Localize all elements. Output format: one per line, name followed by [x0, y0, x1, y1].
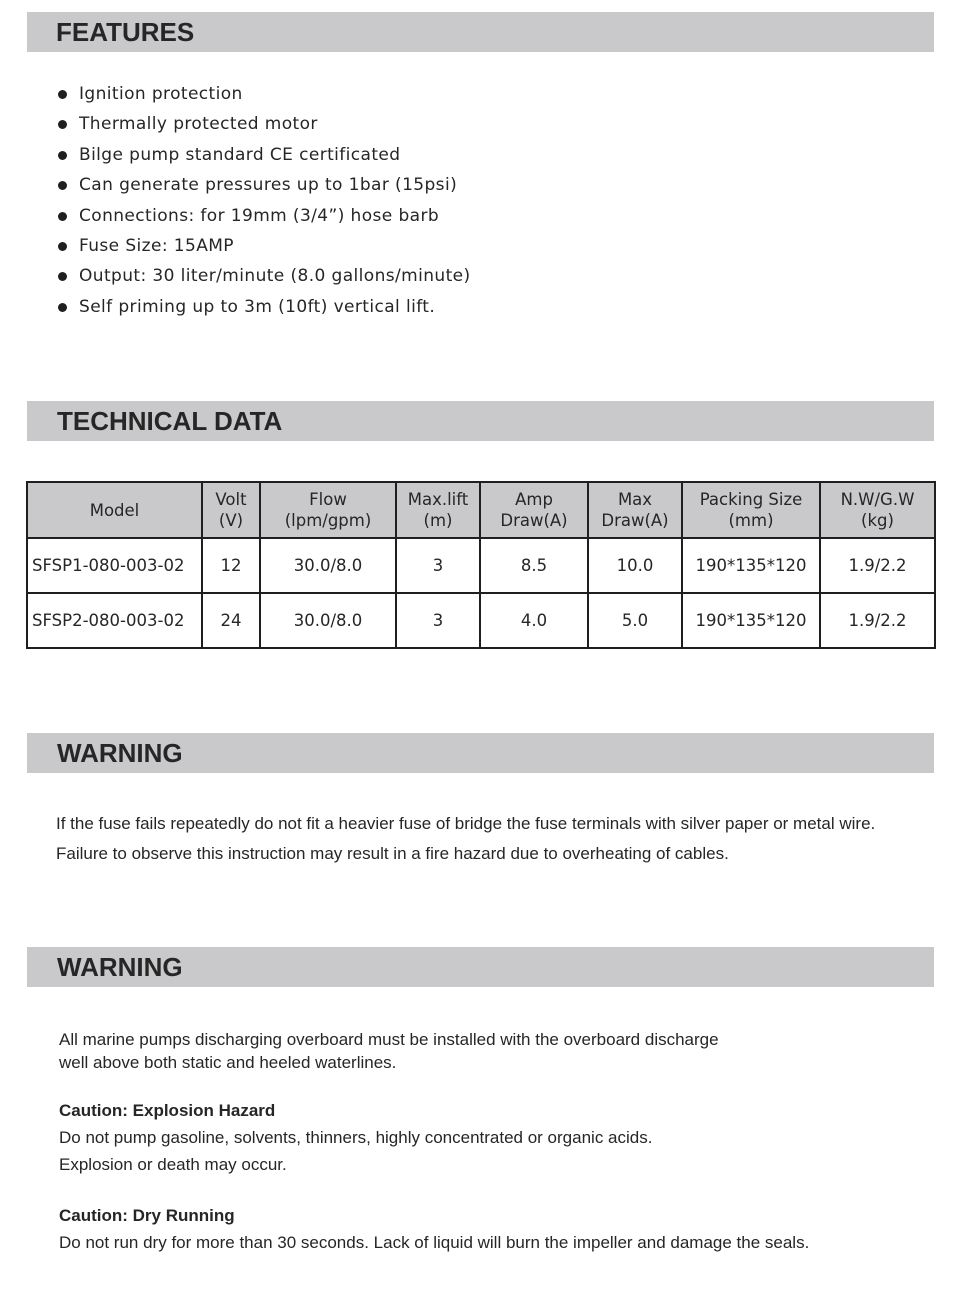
warning-line: well above both static and heeled waterlines. — [59, 1052, 397, 1072]
feature-item: Fuse Size: 15AMP — [58, 231, 471, 261]
feature-item: Thermally protected motor — [58, 109, 471, 139]
fuse-warning-text — [56, 809, 875, 869]
cell-volt: 12 — [202, 538, 260, 593]
column-header-max-draw: Max Draw(A) — [588, 482, 682, 538]
warning-header — [27, 733, 934, 773]
cell-flow: 30.0/8.0 — [260, 538, 396, 593]
technical-data-table — [26, 481, 936, 649]
cell-max-draw: 10.0 — [588, 538, 682, 593]
column-header-flow: Flow (lpm/gpm) — [260, 482, 396, 538]
overboard-discharge-text — [59, 1029, 719, 1074]
cell-volt: 24 — [202, 593, 260, 648]
column-header-model: Model — [27, 482, 202, 538]
warning-header — [27, 947, 934, 987]
cell-weight: 1.9/2.2 — [820, 593, 935, 648]
table-row — [27, 538, 935, 593]
feature-item: Self priming up to 3m (10ft) vertical lift. — [58, 292, 471, 322]
cell-model: SFSP2-080-003-02 — [27, 593, 202, 648]
column-header-max-lift: Max.lift (m) — [396, 482, 480, 538]
feature-item: Bilge pump standard CE certificated — [58, 140, 471, 170]
technical-data-header — [27, 401, 934, 441]
table-row — [27, 593, 935, 648]
caution-line: Do not pump gasoline, solvents, thinners, highly concentrated or organic acids. — [59, 1128, 653, 1147]
feature-item: Output: 30 liter/minute (8.0 gallons/minute) — [58, 261, 471, 291]
technical-data-title: TECHNICAL DATA — [57, 406, 283, 436]
table-header-row — [27, 482, 935, 538]
explosion-hazard-caution — [59, 1097, 652, 1178]
caution-heading: Caution: Explosion Hazard — [59, 1101, 276, 1120]
cell-amp-draw: 8.5 — [480, 538, 588, 593]
column-header-amp-draw: Amp Draw(A) — [480, 482, 588, 538]
caution-line: Explosion or death may occur. — [59, 1155, 287, 1174]
warning-line: Failure to observe this instruction may result in a fire hazard due to overheating of cables. — [56, 844, 729, 863]
column-header-packing-size: Packing Size (mm) — [682, 482, 820, 538]
cell-max-draw: 5.0 — [588, 593, 682, 648]
column-header-weight: N.W/G.W (kg) — [820, 482, 935, 538]
cell-max-lift: 3 — [396, 593, 480, 648]
caution-heading: Caution: Dry Running — [59, 1206, 235, 1225]
features-title: FEATURES — [56, 17, 195, 47]
warning-title: WARNING — [57, 952, 183, 982]
features-list — [58, 79, 471, 322]
warning-line: If the fuse fails repeatedly do not fit a heavier fuse of bridge the fuse terminals with silver paper or metal wire. — [56, 814, 876, 833]
cell-amp-draw: 4.0 — [480, 593, 588, 648]
cell-max-lift: 3 — [396, 538, 480, 593]
feature-item: Ignition protection — [58, 79, 471, 109]
warning-title: WARNING — [57, 738, 183, 768]
cell-packing-size: 190*135*120 — [682, 593, 820, 648]
cell-model: SFSP1-080-003-02 — [27, 538, 202, 593]
feature-item: Can generate pressures up to 1bar (15psi) — [58, 170, 471, 200]
features-header — [27, 12, 934, 52]
cell-packing-size: 190*135*120 — [682, 538, 820, 593]
dry-running-caution — [59, 1202, 809, 1256]
column-header-volt: Volt (V) — [202, 482, 260, 538]
warning-line: All marine pumps discharging overboard must be installed with the overboard discharge — [59, 1030, 719, 1049]
cell-flow: 30.0/8.0 — [260, 593, 396, 648]
caution-line: Do not run dry for more than 30 seconds. Lack of liquid will burn the impeller and damage the seals. — [59, 1233, 810, 1252]
feature-item: Connections: for 19mm (3/4”) hose barb — [58, 201, 471, 231]
cell-weight: 1.9/2.2 — [820, 538, 935, 593]
